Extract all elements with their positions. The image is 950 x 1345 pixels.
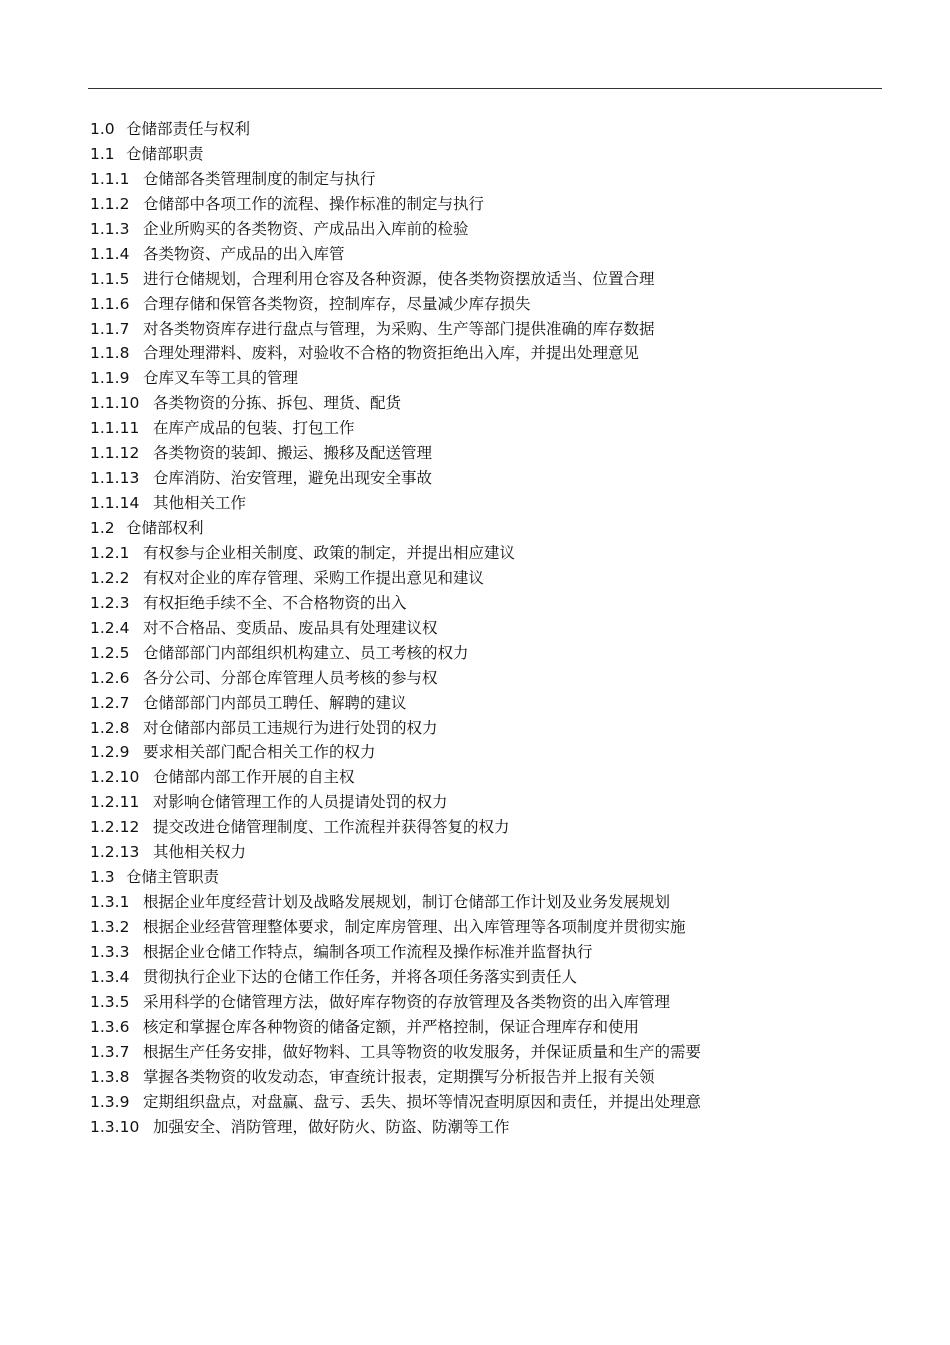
document-line [90, 716, 890, 741]
document-line [90, 641, 890, 666]
header-rule [88, 88, 882, 89]
document-line [90, 1015, 890, 1040]
section-number: 1.2.6 [90, 668, 130, 687]
section-number: 1.2 [90, 519, 115, 537]
section-text: 在库产成品的包装、打包工作 [153, 419, 355, 438]
section-number: 1.2.9 [90, 743, 130, 762]
section-number: 1.2.1 [90, 543, 130, 562]
section-text: 仓储部中各项工作的流程、操作标准的制定与执行 [143, 194, 485, 213]
section-text: 提交改进仓储管理制度、工作流程并获得答复的权力 [153, 818, 510, 837]
section-text: 采用科学的仓储管理方法，做好库存物资的存放管理及各类物资的出入库管理 [143, 992, 671, 1011]
document-line [90, 616, 890, 641]
section-number: 1.3.3 [90, 942, 130, 961]
section-number: 1.2.12 [90, 818, 140, 837]
section-number: 1.2.3 [90, 593, 130, 612]
document-line [90, 441, 890, 466]
section-number: 1.3.9 [90, 1092, 130, 1111]
document-line [90, 566, 890, 591]
section-number: 1.0 [90, 120, 115, 138]
document-line [90, 466, 890, 491]
section-text: 根据企业经营管理整体要求，制定库房管理、出入库管理等各项制度并贯彻实施 [143, 918, 686, 936]
section-text: 仓储部部门内部员工聘任、解聘的建议 [143, 693, 407, 712]
section-text: 对影响仓储管理工作的人员提请处罚的权力 [153, 793, 448, 812]
section-text: 要求相关部门配合相关工作的权力 [143, 743, 376, 762]
section-number: 1.1.10 [90, 394, 140, 413]
section-text: 各类物资、产成品的出入库管 [143, 244, 345, 263]
section-text: 根据企业年度经营计划及战略发展规划，制订仓储部工作计划及业务发展规划 [143, 893, 671, 912]
section-number: 1.1.9 [90, 369, 130, 388]
section-text: 各类物资的分拣、拆包、理货、配货 [153, 394, 402, 413]
section-number: 1.3.2 [90, 918, 130, 936]
document-line [90, 691, 890, 716]
section-text: 对仓储部内部员工违规行为进行处罚的权力 [143, 718, 438, 737]
document-line [90, 366, 890, 391]
document-line [90, 765, 890, 790]
section-number: 1.1.14 [90, 494, 140, 513]
section-text: 仓储部各类管理制度的制定与执行 [143, 169, 376, 188]
section-number: 1.1.6 [90, 294, 130, 313]
document-line [90, 890, 890, 915]
section-text: 仓库叉车等工具的管理 [143, 369, 299, 388]
document-line [90, 666, 890, 691]
section-text: 定期组织盘点，对盘赢、盘亏、丢失、损坏等情况查明原因和责任，并提出处理意 [143, 1092, 702, 1111]
section-text: 根据生产任务安排，做好物料、工具等物资的收发服务，并保证质量和生产的需要 [143, 1042, 702, 1061]
document-line [90, 915, 890, 940]
section-number: 1.3.5 [90, 992, 130, 1011]
section-number: 1.2.11 [90, 793, 140, 812]
document-line [90, 1065, 890, 1090]
section-text: 对各类物资库存进行盘点与管理，为采购、生产等部门提供准确的库存数据 [143, 319, 655, 338]
section-text: 仓储部内部工作开展的自主权 [153, 768, 355, 787]
section-number: 1.1.2 [90, 194, 130, 213]
document-line [90, 840, 890, 865]
document-line [90, 242, 890, 267]
section-number: 1.1.7 [90, 319, 130, 338]
section-text: 合理处理滞料、废料，对验收不合格的物资拒绝出入库，并提出处理意见 [143, 344, 640, 363]
section-text: 加强安全、消防管理，做好防火、防盗、防潮等工作 [153, 1117, 510, 1136]
section-number: 1.3 [90, 868, 115, 887]
document-line [90, 990, 890, 1015]
section-number: 1.1.5 [90, 269, 130, 288]
section-text: 其他相关工作 [153, 494, 247, 513]
document-line [90, 192, 890, 217]
section-text: 仓储主管职责 [126, 868, 220, 887]
section-number: 1.1.13 [90, 469, 140, 488]
section-text: 核定和掌握仓库各种物资的储备定额，并严格控制，保证合理库存和使用 [143, 1017, 640, 1036]
section-text: 各分公司、分部仓库管理人员考核的参与权 [143, 668, 438, 687]
document-line [90, 516, 890, 541]
document-line [90, 1090, 890, 1115]
section-text: 仓库消防、治安管理，避免出现安全事故 [153, 469, 433, 488]
section-number: 1.2.5 [90, 643, 130, 662]
section-text: 合理存储和保管各类物资，控制库存，尽量减少库存损失 [143, 294, 531, 313]
section-number: 1.1.8 [90, 344, 130, 363]
document-line [90, 790, 890, 815]
section-text: 有权拒绝手续不全、不合格物资的出入 [143, 593, 407, 612]
section-number: 1.2.2 [90, 568, 130, 587]
section-number: 1.1.11 [90, 419, 140, 438]
section-number: 1.3.4 [90, 967, 130, 986]
document-line [90, 541, 890, 566]
section-number: 1.3.7 [90, 1042, 130, 1061]
section-text: 企业所购买的各类物资、产成品出入库前的检验 [143, 219, 469, 238]
document-line [90, 142, 890, 167]
document-body [90, 117, 890, 1139]
section-number: 1.1 [90, 144, 115, 163]
section-text: 仓储部职责 [126, 144, 204, 163]
section-number: 1.1.12 [90, 444, 140, 463]
document-line [90, 740, 890, 765]
document-line [90, 591, 890, 616]
document-line [90, 341, 890, 366]
section-text: 有权对企业的库存管理、采购工作提出意见和建议 [143, 568, 485, 587]
section-number: 1.2.13 [90, 843, 140, 862]
document-line [90, 391, 890, 416]
document-line [90, 491, 890, 516]
document-line [90, 267, 890, 292]
section-number: 1.2.8 [90, 718, 130, 737]
section-number: 1.3.1 [90, 893, 130, 912]
document-line [90, 1115, 890, 1140]
section-number: 1.1.4 [90, 244, 130, 263]
section-number: 1.2.4 [90, 618, 130, 637]
document-line [90, 117, 890, 142]
section-number: 1.3.8 [90, 1067, 130, 1086]
section-number: 1.1.1 [90, 169, 130, 188]
section-text: 各类物资的装卸、搬运、搬移及配送管理 [153, 444, 433, 463]
section-text: 对不合格品、变质品、废品具有处理建议权 [143, 618, 438, 637]
document-line [90, 217, 890, 242]
section-text: 掌握各类物资的收发动态，审查统计报表，定期撰写分析报告并上报有关领 [143, 1067, 655, 1086]
document-line [90, 1040, 890, 1065]
document-line [90, 865, 890, 890]
document-line [90, 292, 890, 317]
section-text: 贯彻执行企业下达的仓储工作任务，并将各项任务落实到责任人 [143, 967, 578, 986]
section-number: 1.2.7 [90, 693, 130, 712]
section-number: 1.2.10 [90, 768, 140, 787]
section-text: 进行仓储规划，合理利用仓容及各种资源，使各类物资摆放适当、位置合理 [143, 269, 655, 288]
document-line [90, 317, 890, 342]
document-line [90, 940, 890, 965]
section-text: 根据企业仓储工作特点，编制各项工作流程及操作标准并监督执行 [143, 942, 593, 961]
section-text: 其他相关权力 [153, 843, 247, 862]
section-number: 1.3.10 [90, 1117, 140, 1136]
document-line [90, 416, 890, 441]
document-line [90, 167, 890, 192]
document-line [90, 965, 890, 990]
document-line [90, 815, 890, 840]
section-text: 仓储部部门内部组织机构建立、员工考核的权力 [143, 643, 469, 662]
section-text: 有权参与企业相关制度、政策的制定，并提出相应建议 [143, 543, 516, 562]
section-text: 仓储部责任与权利 [126, 120, 251, 138]
section-number: 1.1.3 [90, 219, 130, 238]
section-text: 仓储部权利 [126, 519, 204, 537]
section-number: 1.3.6 [90, 1017, 130, 1036]
